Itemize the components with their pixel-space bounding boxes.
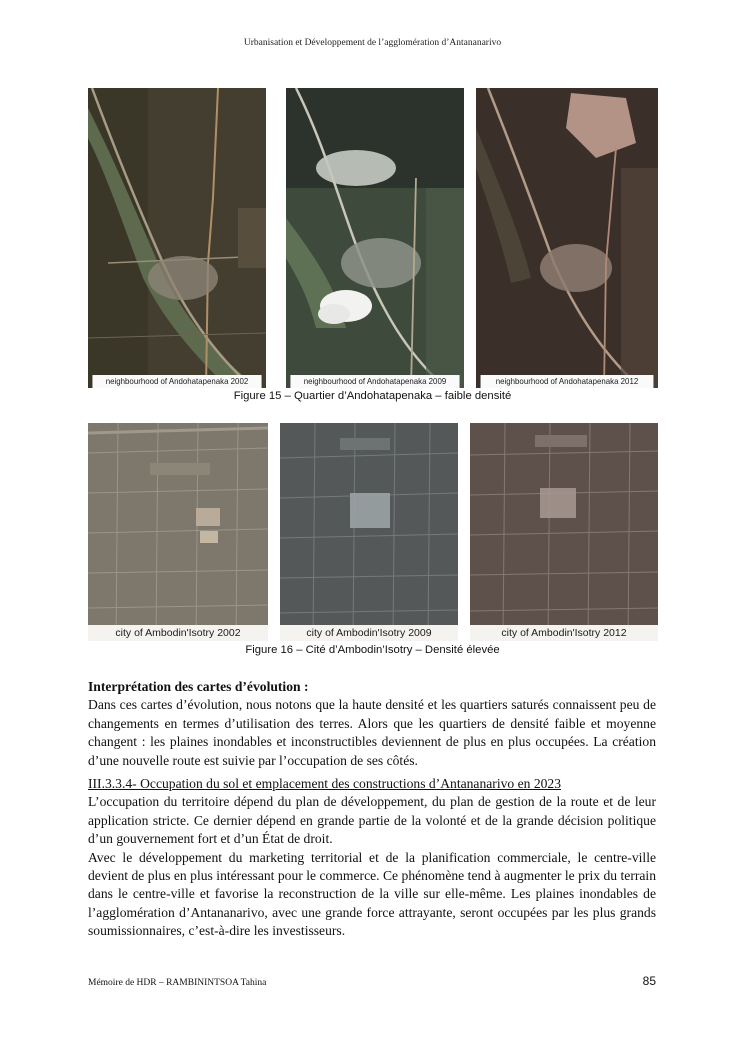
figure-16-caption: Figure 16 – Cité d’Ambodin’Isotry – Densité élevée (245, 644, 500, 656)
image-label: neighbourhood of Andohatapenaka 2012 (481, 375, 654, 388)
satellite-image-andohatapenaka-2012 (476, 88, 658, 388)
running-header: Urbanisation et Développement de l’agglomération d’Antananarivo (243, 38, 502, 48)
interpretation-section (88, 678, 656, 770)
interpretation-paragraph: Dans ces cartes d’évolution, nous notons que la haute densité et les quartiers saturés connaissent peu de changements en termes d’utilisation des terres. Alors que les quartiers de densité faible et moyenne changent : les plaines inondables et inconstructibles deviennent de plus en plus occupées. La création d’une nouvelle route est suivie par l’occupation de ses côtés. (88, 697, 656, 768)
figure-15 (88, 88, 658, 388)
satellite-image-andohatapenaka-2002 (88, 88, 266, 388)
satellite-image-ambodinisotry-2012 (470, 423, 658, 641)
occupation-paragraph-1: L’occupation du territoire dépend du plan de développement, du plan de gestion de la route et de leur application stricte. Ce dernier dépend en grande partie de la volonté et de la grande décision politique d’un gouvernement fort et d’un État de droit. (88, 794, 656, 847)
image-label: city of Ambodin'Isotry 2009 (280, 625, 458, 641)
satellite-image-ambodinisotry-2002 (88, 423, 268, 641)
image-label: city of Ambodin'Isotry 2002 (88, 625, 268, 641)
satellite-image-ambodinisotry-2009 (280, 423, 458, 641)
occupation-paragraph-2: Avec le développement du marketing territorial et de la planification commerciale, le centre-ville devient de plus en plus intéressant pour le commerce. Ce phénomène tend à augmenter le prix du terrain dans le centre-ville et favorise la reconstruction de la ville sur elle-même. Les plaines inondables de l’agglomération d’Antananarivo, avec une grande force attrayante, seront occupées par les plus grands soumissionnaires, c’est-à-dire les investisseurs. (88, 849, 656, 939)
page-number: 85 (642, 974, 656, 988)
satellite-image-andohatapenaka-2009 (286, 88, 464, 388)
image-label: neighbourhood of Andohatapenaka 2002 (92, 375, 261, 388)
image-label: neighbourhood of Andohatapenaka 2009 (290, 375, 459, 388)
figure-16 (88, 423, 658, 641)
interpretation-heading: Interprétation des cartes d’évolution : (88, 679, 309, 694)
section-title: III.3.3.4- Occupation du sol et emplacement des constructions d’Antananarivo en 2023 (88, 776, 562, 791)
footer-author: Mémoire de HDR – RAMBININTSOA Tahina (88, 978, 267, 988)
occupation-section (88, 775, 656, 941)
figure-15-caption: Figure 15 – Quartier d’Andohatapenaka – faible densité (233, 390, 512, 402)
image-label: city of Ambodin'Isotry 2012 (470, 625, 658, 641)
